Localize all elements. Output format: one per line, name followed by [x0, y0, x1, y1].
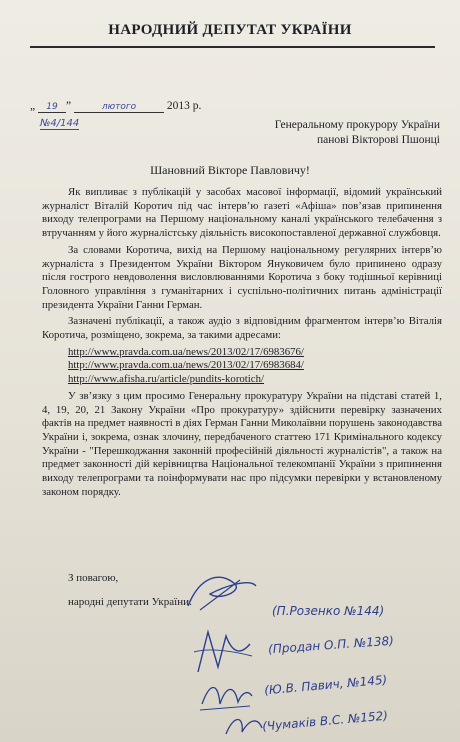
salutation: Шановний Вікторе Павловичу!	[150, 163, 310, 177]
paragraph-4: У зв’язку з цим просимо Генеральну прокуратуру України на підставі статей 1, 4, 19, 20, 21 Закону України «Про прокуратуру» здійснити перевірку зазначених фактів на предмет наявності в діях Герман Ганни Миколаївни порушень законодавства України і, зокрема, ознак злочину, передбаченого статтею 171 Кримінального кодексу України - "Перешкоджання законній професійній діяльності журналістів", а також на предмет законності дій керівництва Національної телекомпанії України з припинення виходу телепрограми та поінформувати нас про підсумки перевірки у встановленому законом порядку.	[42, 389, 442, 498]
signature-scribble-4	[222, 710, 267, 740]
signature-scribble-2	[188, 622, 258, 682]
link-1[interactable]: http://www.pravda.com.ua/news/2013/02/17/6983676/	[68, 345, 304, 358]
signers-label: народні депутати України:	[68, 596, 193, 608]
addressee-line-1: Генеральному прокурору України	[274, 119, 440, 131]
date-month: лютого	[74, 102, 164, 113]
signature-scribble-1	[180, 566, 260, 616]
paragraph-1: Як випливає з публікацій у засобах масової інформації, відомий український журналіст Віталій Коротич під час інтерв’ю газеті «Афіша» пов’язав припинення виходу телепрограми на Першому національному каналі українського телебачення з втручанням у його журналістську діяльність високопоставленої державної службовця.	[42, 186, 442, 240]
signature-name-3: (Ю.В. Павич, №145)	[263, 672, 388, 698]
date-day: 19	[38, 102, 66, 113]
date-year: 2013 р.	[166, 100, 202, 112]
signature-name-1: (П.Розенко №144)	[272, 604, 385, 618]
link-2[interactable]: http://www.pravda.com.ua/news/2013/02/17/6983684/	[68, 359, 304, 372]
signature-name-4: (Чумаків В.С. №152)	[261, 708, 389, 734]
paragraph-2: За словами Коротича, вихід на Першому національному регулярних інтерв’ю журналіста з Президентом України Віктором Януковичем було припинено одразу після гострого невдоволення висловлюваннями Коротича з боку тодішньої керівниці Головного управління з гуманітарних і суспільно-політичних питань адміністрації президента України Ганни Герман.	[42, 243, 442, 311]
addressee-line-2: панові Вікторові Пшонці	[316, 134, 440, 146]
addressee-block	[275, 118, 440, 148]
date-line	[30, 100, 201, 113]
letterhead-divider	[30, 46, 435, 48]
outgoing-number: №4/144	[40, 118, 80, 129]
signature-name-2: (Продан О.П. №138)	[267, 633, 395, 657]
date-quote-open: „	[30, 100, 36, 112]
closing-regards: З повагою,	[68, 572, 119, 584]
paragraph-3: Зазначені публікації, а також аудіо з відповідним фрагментом інтерв’ю Віталія Коротича, розміщено, зокрема, за такими адресами:	[42, 315, 442, 342]
letter-body	[42, 186, 442, 502]
letterhead-title: НАРОДНИЙ ДЕПУТАТ УКРАЇНИ	[108, 22, 352, 38]
link-3[interactable]: http://www.afisha.ru/article/pundits-korotich/	[68, 373, 264, 386]
date-quote-close: ”	[65, 100, 72, 112]
links-list	[42, 346, 442, 387]
signature-scribble-3	[196, 674, 256, 714]
